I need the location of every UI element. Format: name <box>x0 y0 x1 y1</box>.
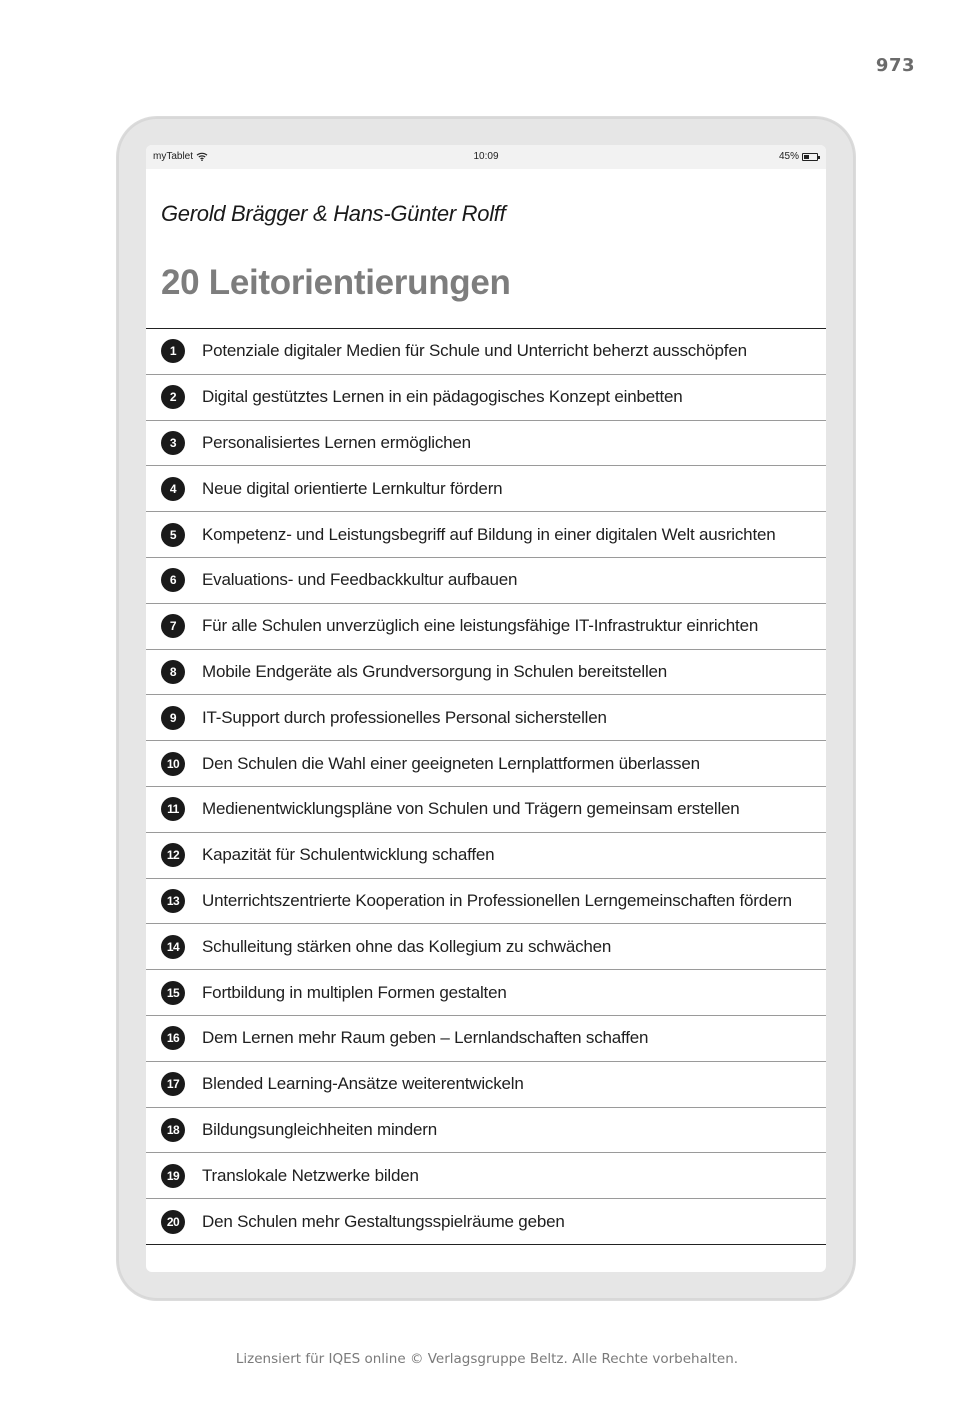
item-text: Digital gestütztes Lernen in ein pädagogisches Konzept einbetten <box>202 387 683 407</box>
battery-percent: 45% <box>778 151 799 162</box>
battery-icon <box>802 153 818 161</box>
item-text: Kompetenz- und Leistungsbegriff auf Bildung in einer digitalen Welt ausrichten <box>202 524 776 544</box>
list-item <box>146 1153 826 1199</box>
number-badge: 5 <box>161 523 185 547</box>
number-badge: 16 <box>161 1026 185 1050</box>
number-badge: 10 <box>161 752 185 776</box>
item-text: Fortbildung in multiplen Formen gestalten <box>202 982 507 1002</box>
number-badge: 14 <box>161 935 185 959</box>
number-badge: 15 <box>161 981 185 1005</box>
list-item <box>146 741 826 787</box>
list-item <box>146 375 826 421</box>
item-text: Unterrichtszentrierte Kooperation in Professionellen Lerngemeinschaften fördern <box>202 890 792 910</box>
number-badge: 9 <box>161 706 185 730</box>
item-text: Evaluations- und Feedbackkultur aufbauen <box>202 570 518 590</box>
list-item <box>146 421 826 467</box>
page-number: 973 <box>875 55 915 76</box>
list-item <box>146 879 826 925</box>
list-item <box>146 1062 826 1108</box>
list-item <box>146 1199 826 1245</box>
item-text: Dem Lernen mehr Raum geben – Lernlandschaften schaffen <box>202 1028 649 1048</box>
item-text: Den Schulen mehr Gestaltungsspielräume geben <box>202 1211 565 1231</box>
number-badge: 17 <box>161 1072 185 1096</box>
page-title: 20 Leitorientierungen <box>161 263 511 302</box>
number-badge: 7 <box>161 614 185 638</box>
status-bar <box>146 145 826 169</box>
number-badge: 1 <box>161 339 185 363</box>
number-badge: 11 <box>161 797 185 821</box>
item-text: Mobile Endgeräte als Grundversorgung in Schulen bereitstellen <box>202 661 668 681</box>
list-item <box>146 512 826 558</box>
device-name: myTablet <box>153 151 194 162</box>
list-item <box>146 558 826 604</box>
item-text: Medienentwicklungspläne von Schulen und Trägern gemeinsam erstellen <box>202 799 740 819</box>
number-badge: 6 <box>161 568 185 592</box>
battery-fill <box>804 155 809 159</box>
authors: Gerold Brägger & Hans-Günter Rolff <box>161 201 506 226</box>
item-text: Schulleitung stärken ohne das Kollegium zu schwächen <box>202 936 612 956</box>
item-text: Den Schulen die Wahl einer geeigneten Lernplattformen überlassen <box>202 753 700 773</box>
number-badge: 2 <box>161 385 185 409</box>
list-item <box>146 833 826 879</box>
item-text: Bildungsungleichheiten mindern <box>202 1119 437 1139</box>
number-badge: 3 <box>161 431 185 455</box>
list-item <box>146 924 826 970</box>
license-footer: Lizensiert für IQES online © Verlagsgruppe Beltz. Alle Rechte vorbehalten. <box>235 1351 739 1367</box>
item-text: Neue digital orientierte Lernkultur fördern <box>202 478 503 498</box>
number-badge: 4 <box>161 477 185 501</box>
number-badge: 13 <box>161 889 185 913</box>
list-item <box>146 695 826 741</box>
number-badge: 18 <box>161 1118 185 1142</box>
list-item <box>146 466 826 512</box>
list-item <box>146 1016 826 1062</box>
item-text: Blended Learning-Ansätze weiterentwickeln <box>202 1074 524 1094</box>
guideline-list <box>146 328 826 1245</box>
item-text: Für alle Schulen unverzüglich eine leistungsfähige IT-Infrastruktur einrichten <box>202 616 759 636</box>
item-text: Potenziale digitaler Medien für Schule und Unterricht beherzt ausschöpfen <box>202 341 747 361</box>
item-text: Kapazität für Schulentwicklung schaffen <box>202 845 495 865</box>
number-badge: 12 <box>161 843 185 867</box>
list-item <box>146 970 826 1016</box>
item-text: Personalisiertes Lernen ermöglichen <box>202 432 471 452</box>
number-badge: 20 <box>161 1210 185 1234</box>
item-text: Translokale Netzwerke bilden <box>202 1165 419 1185</box>
number-badge: 8 <box>161 660 185 684</box>
list-item <box>146 650 826 696</box>
number-badge: 19 <box>161 1164 185 1188</box>
status-right <box>779 151 818 162</box>
list-item <box>146 787 826 833</box>
list-item <box>146 604 826 650</box>
list-item <box>146 1108 826 1154</box>
status-time: 10:09 <box>473 151 499 162</box>
tablet-screen <box>146 145 826 1272</box>
item-text: IT-Support durch professionelles Personal sicherstellen <box>202 707 607 727</box>
list-item <box>146 329 826 375</box>
